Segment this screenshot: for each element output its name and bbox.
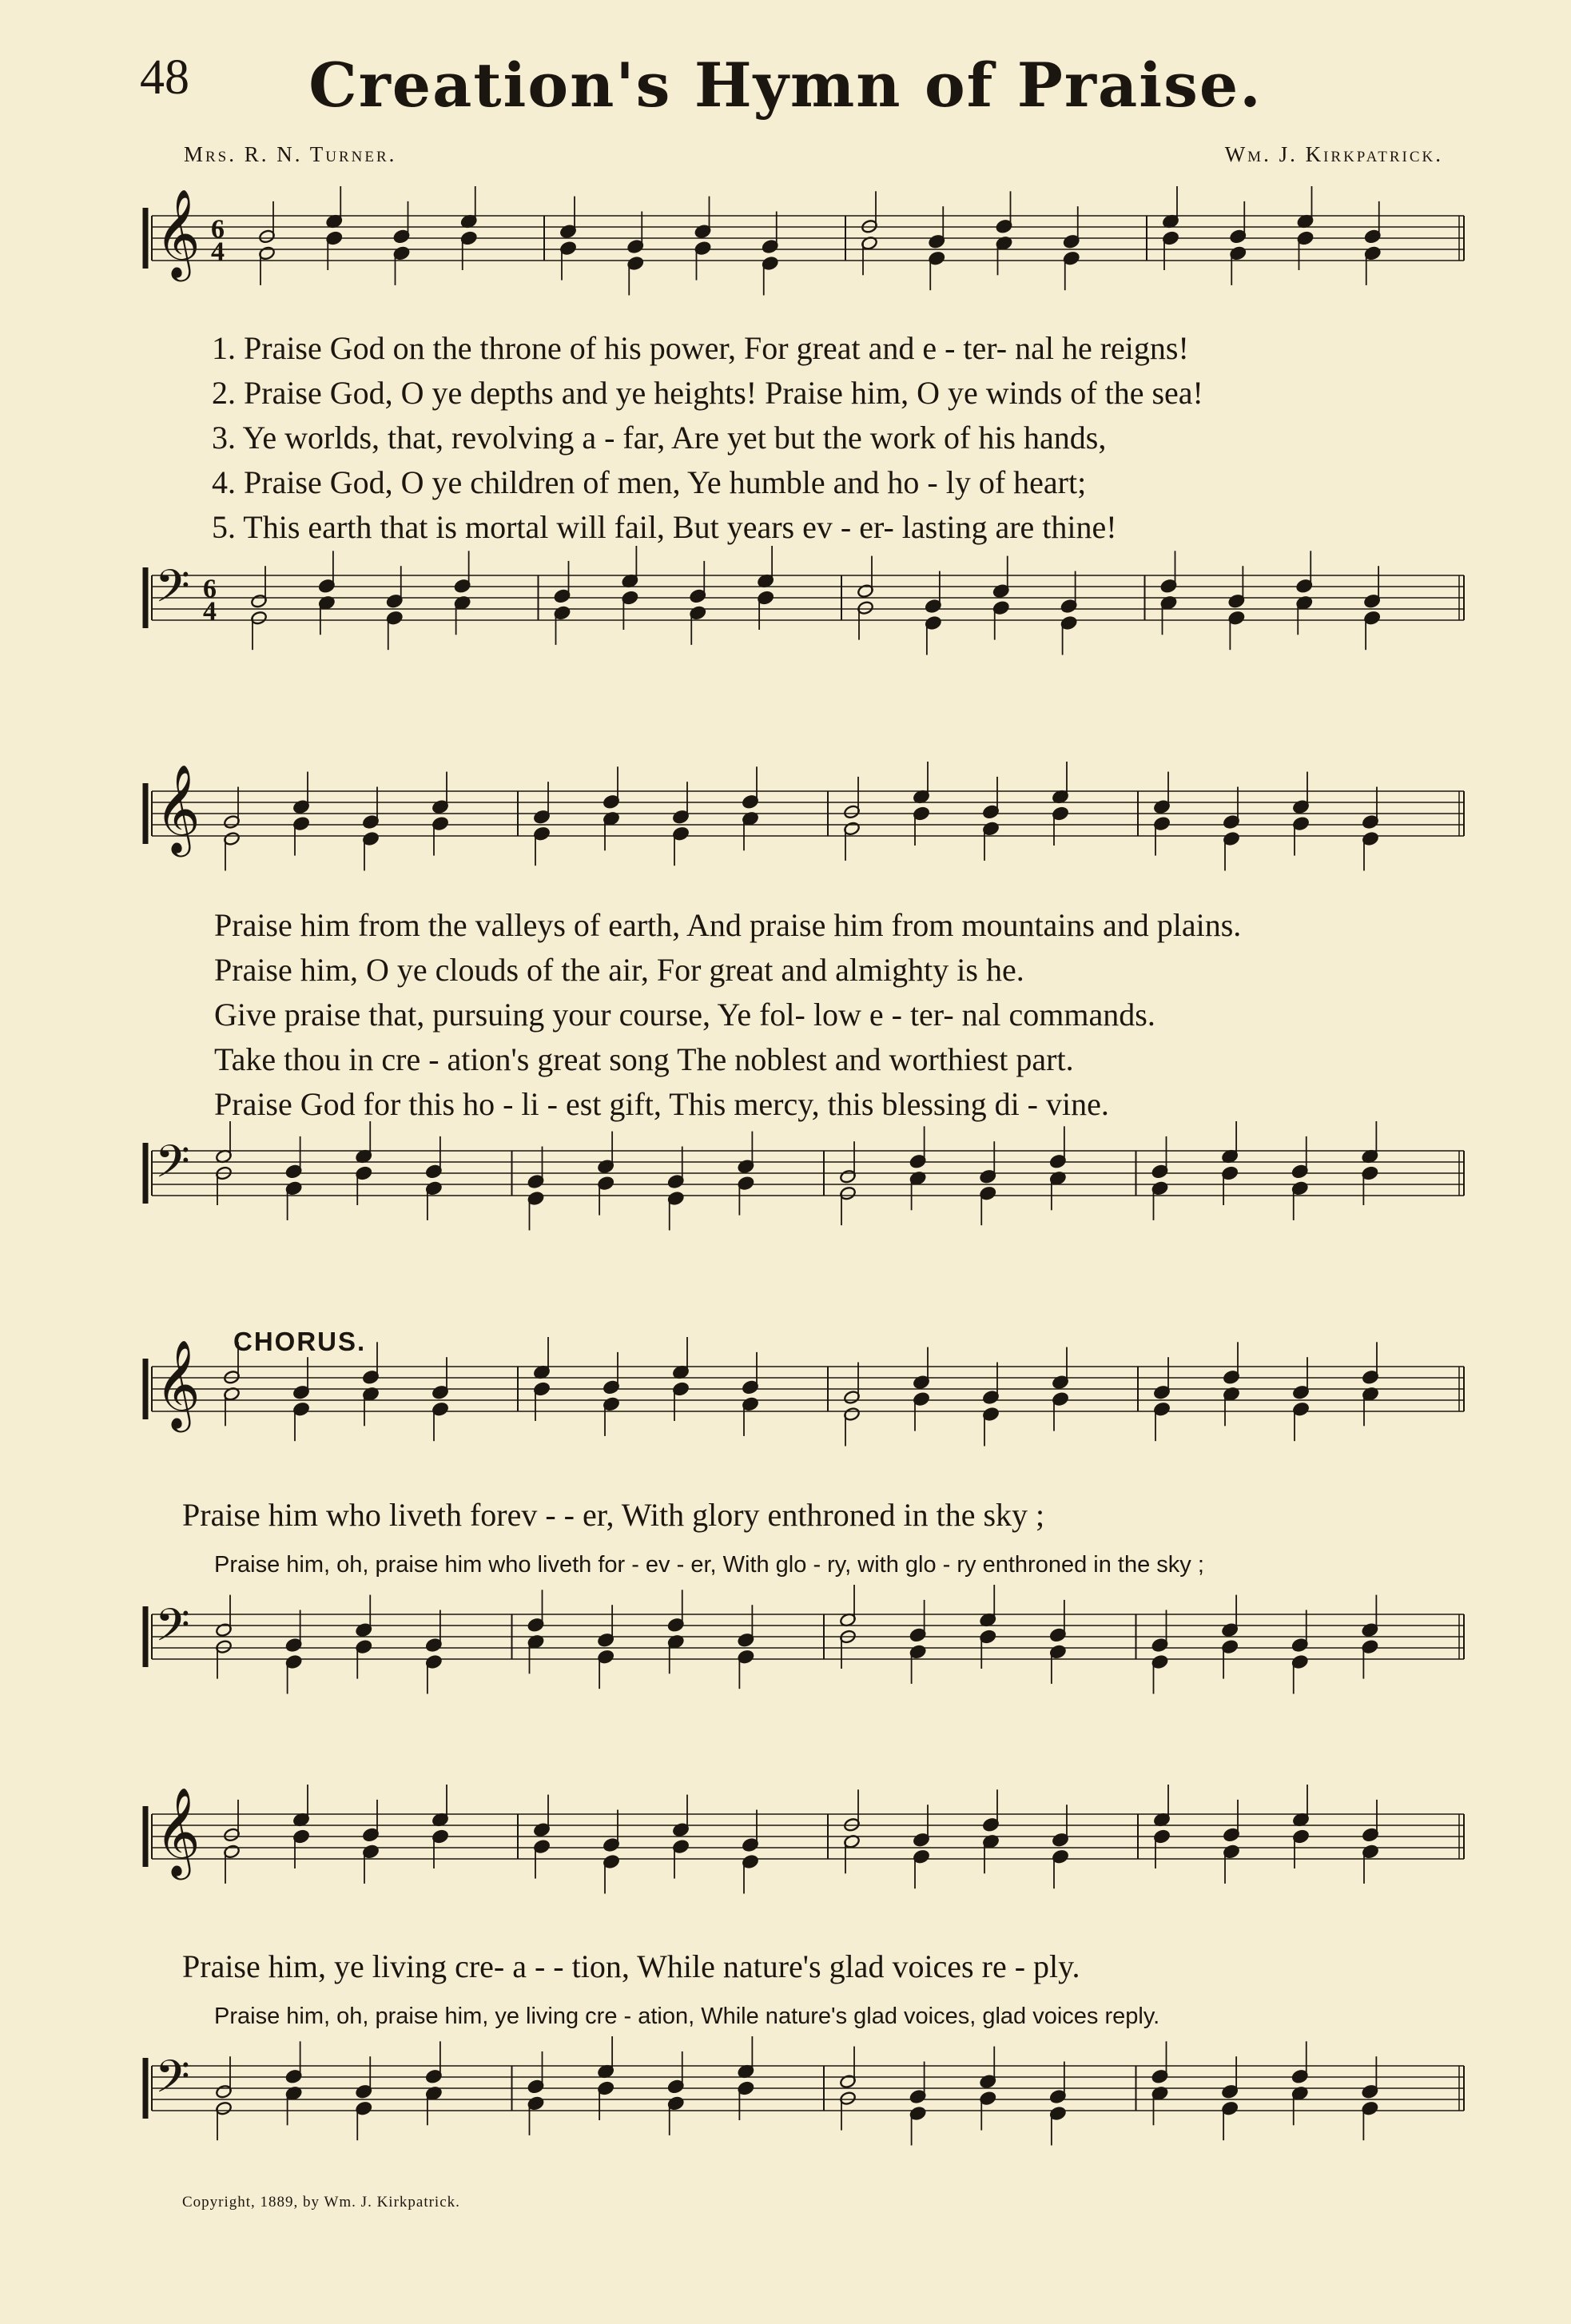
time-signature-top: 6 — [203, 574, 217, 604]
chorus-label: CHORUS. — [233, 1327, 367, 1356]
verse-line-6: Praise him from the valleys of earth, And praise him from mountains and plains. — [214, 907, 1242, 943]
verse-line-3: 3. Ye worlds, that, revolving a - far, Are yet but the work of his hands, — [212, 420, 1107, 456]
bass-clef-icon: 𝄢 — [155, 2051, 190, 2115]
verse-line-7: Praise him, O ye clouds of the air, For great and almighty is he. — [214, 952, 1024, 988]
bass-staff-1 — [0, 559, 1571, 687]
page-number: 48 — [140, 50, 189, 105]
treble-staff-1 — [0, 188, 1571, 328]
time-signature-top: 6 — [211, 214, 225, 245]
verse-block-1 — [212, 326, 1203, 550]
treble-clef-icon: 𝄞 — [155, 1339, 201, 1429]
treble-clef-icon: 𝄞 — [155, 188, 201, 278]
verse-line-8: Give praise that, pursuing your course, Ye fol- low e - ter- nal commands. — [214, 997, 1155, 1033]
bass-clef-icon: 𝄢 — [155, 1599, 190, 1663]
treble-clef-icon: 𝄞 — [155, 763, 201, 854]
bass-staff-2 — [0, 1135, 1571, 1263]
hymn-title: Creation's Hymn of Praise. — [308, 50, 1263, 121]
bass-staff-3 — [0, 1598, 1571, 1726]
verse-line-4: 4. Praise God, O ye children of men, Ye humble and ho - ly of heart; — [212, 464, 1087, 500]
verse-line-9: Take thou in cre - ation's great song The noblest and worthiest part. — [214, 1041, 1074, 1077]
verse-line-10: Praise God for this ho - li - est gift, This mercy, this blessing di - vine. — [214, 1086, 1109, 1122]
time-signature-bottom: 4 — [211, 237, 225, 267]
verse-line-5: 5. This earth that is mortal will fail, But years ev - er- lasting are thine! — [212, 509, 1117, 545]
chorus-alto-lyric-1: Praise him, oh, praise him who liveth for - ev - er, With glo - ry, with glo - ry enthroned in the sky ; — [214, 1552, 1204, 1578]
chorus-alto-lyric-2: Praise him, oh, praise him, ye living cre - ation, While nature's glad voices, glad voices reply. — [214, 2004, 1160, 2029]
chorus-lyric-1: Praise him who liveth forev - - er, With glory enthroned in the sky ; — [182, 1497, 1045, 1533]
treble-clef-icon: 𝄞 — [155, 1786, 201, 1876]
bass-clef-icon: 𝄢 — [155, 1136, 190, 1200]
verse-line-2: 2. Praise God, O ye depths and ye heights! Praise him, O ye winds of the sea! — [212, 375, 1203, 411]
bass-staff-4 — [0, 2050, 1571, 2178]
verse-block-2 — [214, 903, 1241, 1127]
verse-line-1: 1. Praise God on the throne of his power, For great and e - ter- nal he reigns! — [212, 330, 1189, 366]
treble-staff-2 — [0, 763, 1571, 903]
treble-staff-4 — [0, 1786, 1571, 1926]
copyright-notice: Copyright, 1889, by Wm. J. Kirkpatrick. — [182, 2194, 460, 2211]
lyricist-credit: Mrs. R. N. Turner. — [184, 142, 397, 166]
time-signature-bottom: 4 — [203, 596, 217, 627]
chorus-lyric-2: Praise him, ye living cre- a - - tion, While nature's glad voices re - ply. — [182, 1948, 1080, 1984]
composer-credit: Wm. J. Kirkpatrick. — [1224, 142, 1443, 166]
bass-clef-icon: 𝄢 — [155, 560, 190, 624]
